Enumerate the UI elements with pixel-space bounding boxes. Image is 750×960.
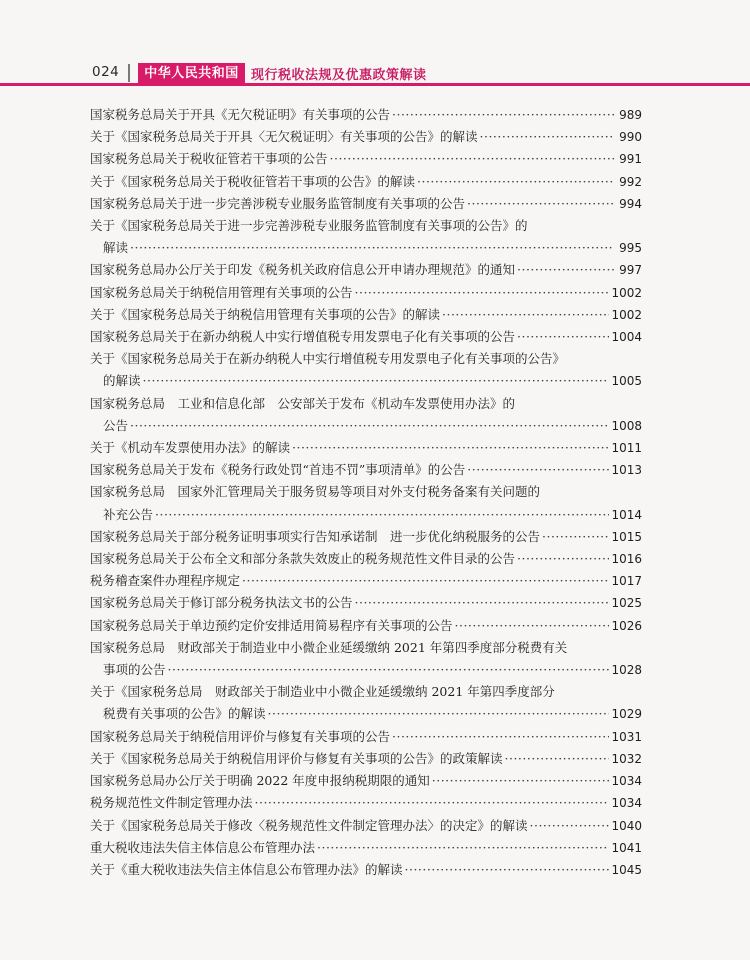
toc-page-number: 1034 [611, 796, 642, 811]
leader-dots [155, 504, 609, 526]
toc-entry-title-line: 税费有关事项的公告》的解读 [103, 706, 266, 722]
leader-dots [143, 370, 610, 392]
toc-entry-title-line: 国家税务总局关于修订部分税务执法文书的公告 [90, 595, 353, 611]
toc-entry-title-line: 国家税务总局 国家外汇管理局关于服务贸易等项目对外支付税务备案有关问题的 [90, 484, 541, 500]
toc-page-number: 1025 [611, 596, 642, 611]
toc-entry [90, 815, 642, 837]
toc-entry-title-line: 的解读 [103, 373, 141, 389]
toc-page-number: 1040 [611, 818, 642, 833]
toc-entry-title-line: 国家税务总局关于在新办纳税人中实行增值税专用发票电子化有关事项的公告 [90, 329, 516, 345]
leader-dots [517, 326, 609, 348]
toc-entry-title-line: 重大税收违法失信主体信息公布管理办法 [90, 839, 316, 855]
toc-entry [90, 193, 642, 215]
toc-entry [90, 348, 642, 392]
toc-entry [90, 570, 642, 592]
toc-page-number: 997 [619, 263, 642, 278]
toc-entry-title-line: 关于《重大税收违法失信主体信息公布管理办法》的解读 [90, 861, 403, 877]
toc-page-number: 1014 [611, 507, 642, 522]
leader-dots [292, 437, 609, 459]
toc-page-number: 1031 [611, 729, 642, 744]
toc-page-number: 1015 [611, 529, 642, 544]
leader-dots [392, 726, 609, 748]
toc-page-number: 1028 [611, 663, 642, 678]
toc-entry [90, 126, 642, 148]
toc-entry [90, 215, 642, 259]
toc-entry-title-line: 国家税务总局关于公布全文和部分条款失效废止的税务规范性文件目录的公告 [90, 551, 516, 567]
leader-dots [517, 259, 614, 281]
toc-entry-title-line: 事项的公告 [103, 662, 166, 678]
leader-dots [130, 237, 614, 259]
toc-page-number: 1041 [611, 840, 642, 855]
toc-entry [90, 282, 642, 304]
toc-entry [90, 726, 642, 748]
toc-entry [90, 681, 642, 725]
header-rule [0, 83, 750, 86]
toc-entry-title-line: 关于《国家税务总局关于税收征管若干事项的公告》的解读 [90, 173, 416, 189]
book-title-badge: 中华人民共和国 [138, 63, 245, 84]
toc-entry-title-line: 国家税务总局关于开具《无欠税证明》有关事项的公告 [90, 107, 391, 122]
toc-page-number: 990 [619, 130, 642, 145]
toc-entry [90, 304, 642, 326]
page-number: 024 [92, 64, 120, 80]
leader-dots [405, 859, 610, 881]
toc-entry-title-line: 国家税务总局关于部分税务证明事项实行告知承诺制 进一步优化纳税服务的公告 [90, 528, 541, 544]
toc-entry-title-line: 关于《国家税务总局关于在新办纳税人中实行增值税专用发票电子化有关事项的公告》 [90, 351, 566, 367]
toc-page-number: 1011 [611, 441, 642, 456]
leader-dots [242, 570, 609, 592]
leader-dots [480, 126, 614, 148]
toc-entry-title-line: 国家税务总局关于进一步完善涉税专业服务监管制度有关事项的公告 [90, 195, 466, 211]
leader-dots [168, 659, 610, 681]
leader-dots [505, 748, 610, 770]
toc-page-number: 995 [619, 241, 642, 256]
toc-page-number: 991 [619, 152, 642, 167]
toc-page-number: 1026 [611, 618, 642, 633]
leader-dots [317, 837, 609, 859]
toc-entry-title-line: 关于《机动车发票使用办法》的解读 [90, 440, 291, 456]
toc-entry [90, 837, 642, 859]
toc-entry [90, 104, 642, 126]
toc-entry-title-line: 国家税务总局关于发布《税务行政处罚“首违不罚”事项清单》的公告 [90, 462, 466, 478]
toc-entry-title-line: 关于《国家税务总局关于纳税信用管理有关事项的公告》的解读 [90, 306, 441, 322]
toc-entry-title-line: 补充公告 [103, 506, 154, 522]
toc-entry-title-line: 国家税务总局关于纳税信用评价与修复有关事项的公告 [90, 728, 391, 744]
toc-entry-title-line: 关于《国家税务总局关于进一步完善涉税专业服务监管制度有关事项的公告》的 [90, 218, 528, 234]
toc-entry-title-line: 国家税务总局关于单边预约定价安排适用简易程序有关事项的公告 [90, 617, 453, 633]
leader-dots [467, 193, 614, 215]
toc-entry-title-line: 国家税务总局 财政部关于制造业中小微企业延缓缴纳 2021 年第四季度部分税费有关 [90, 639, 568, 655]
toc-entry-title-line: 国家税务总局关于税收征管若干事项的公告 [90, 151, 328, 167]
leader-dots [130, 415, 609, 437]
toc-entry-title-line: 税务稽查案件办理程序规定 [90, 573, 241, 589]
leader-dots [392, 104, 614, 126]
leader-dots [268, 703, 610, 725]
toc-entry [90, 437, 642, 459]
toc-page-number: 1008 [611, 418, 642, 433]
toc-entry [90, 481, 642, 525]
table-of-contents [90, 104, 642, 881]
toc-entry [90, 459, 642, 481]
page-header [0, 0, 750, 90]
toc-entry [90, 859, 642, 881]
leader-dots [517, 548, 609, 570]
toc-entry-title-line: 国家税务总局关于纳税信用管理有关事项的公告 [90, 284, 353, 300]
toc-page-number: 989 [619, 108, 642, 122]
leader-dots [355, 592, 610, 614]
toc-entry [90, 748, 642, 770]
toc-page-number: 1016 [611, 552, 642, 567]
leader-dots [467, 459, 609, 481]
toc-entry-title-line: 税务规范性文件制定管理办法 [90, 795, 253, 811]
toc-page-number: 1004 [611, 330, 642, 345]
toc-page-number: 1005 [611, 374, 642, 389]
toc-entry [90, 259, 642, 281]
toc-entry-title-line: 国家税务总局办公厅关于印发《税务机关政府信息公开申请办理规范》的通知 [90, 262, 516, 278]
leader-dots [542, 526, 609, 548]
toc-page-number: 1002 [611, 285, 642, 300]
toc-entry-title-line: 解读 [103, 240, 129, 256]
toc-entry [90, 615, 642, 637]
leader-dots [330, 148, 614, 170]
leader-dots [455, 615, 610, 637]
toc-entry [90, 548, 642, 570]
toc-entry [90, 393, 642, 437]
toc-page-number: 994 [619, 196, 642, 211]
toc-page-number: 1002 [611, 307, 642, 322]
toc-entry [90, 326, 642, 348]
toc-entry-title-line: 国家税务总局办公厅关于明确 2022 年度申报纳税期限的通知 [90, 773, 430, 789]
header-divider [128, 64, 130, 82]
toc-entry [90, 770, 642, 792]
toc-page-number: 1013 [611, 463, 642, 478]
leader-dots [442, 304, 609, 326]
toc-entry-title-line: 关于《国家税务总局关于开具〈无欠税证明〉有关事项的公告》的解读 [90, 129, 478, 145]
leader-dots [530, 815, 610, 837]
toc-entry [90, 171, 642, 193]
toc-page-number: 1017 [611, 574, 642, 589]
toc-entry [90, 148, 642, 170]
leader-dots [432, 770, 610, 792]
toc-entry [90, 526, 642, 548]
toc-entry-title-line: 关于《国家税务总局 财政部关于制造业中小微企业延缓缴纳 2021 年第四季度部分 [90, 684, 555, 700]
leader-dots [355, 282, 610, 304]
toc-page-number: 992 [619, 174, 642, 189]
book-subtitle: 现行税收法规及优惠政策解读 [251, 68, 427, 83]
toc-page-number: 1029 [611, 707, 642, 722]
toc-entry-title-line: 关于《国家税务总局关于纳税信用评价与修复有关事项的公告》的政策解读 [90, 750, 503, 766]
toc-entry-title-line: 公告 [103, 417, 129, 433]
toc-page-number: 1034 [611, 774, 642, 789]
toc-page-number: 1032 [611, 751, 642, 766]
toc-entry [90, 792, 642, 814]
leader-dots [255, 792, 610, 814]
toc-entry [90, 592, 642, 614]
toc-entry-title-line: 关于《国家税务总局关于修改〈税务规范性文件制定管理办法〉的决定》的解读 [90, 817, 528, 833]
leader-dots [417, 171, 614, 193]
toc-entry-title-line: 国家税务总局 工业和信息化部 公安部关于发布《机动车发票使用办法》的 [90, 395, 516, 411]
toc-entry [90, 637, 642, 681]
toc-page-number: 1045 [611, 862, 642, 877]
